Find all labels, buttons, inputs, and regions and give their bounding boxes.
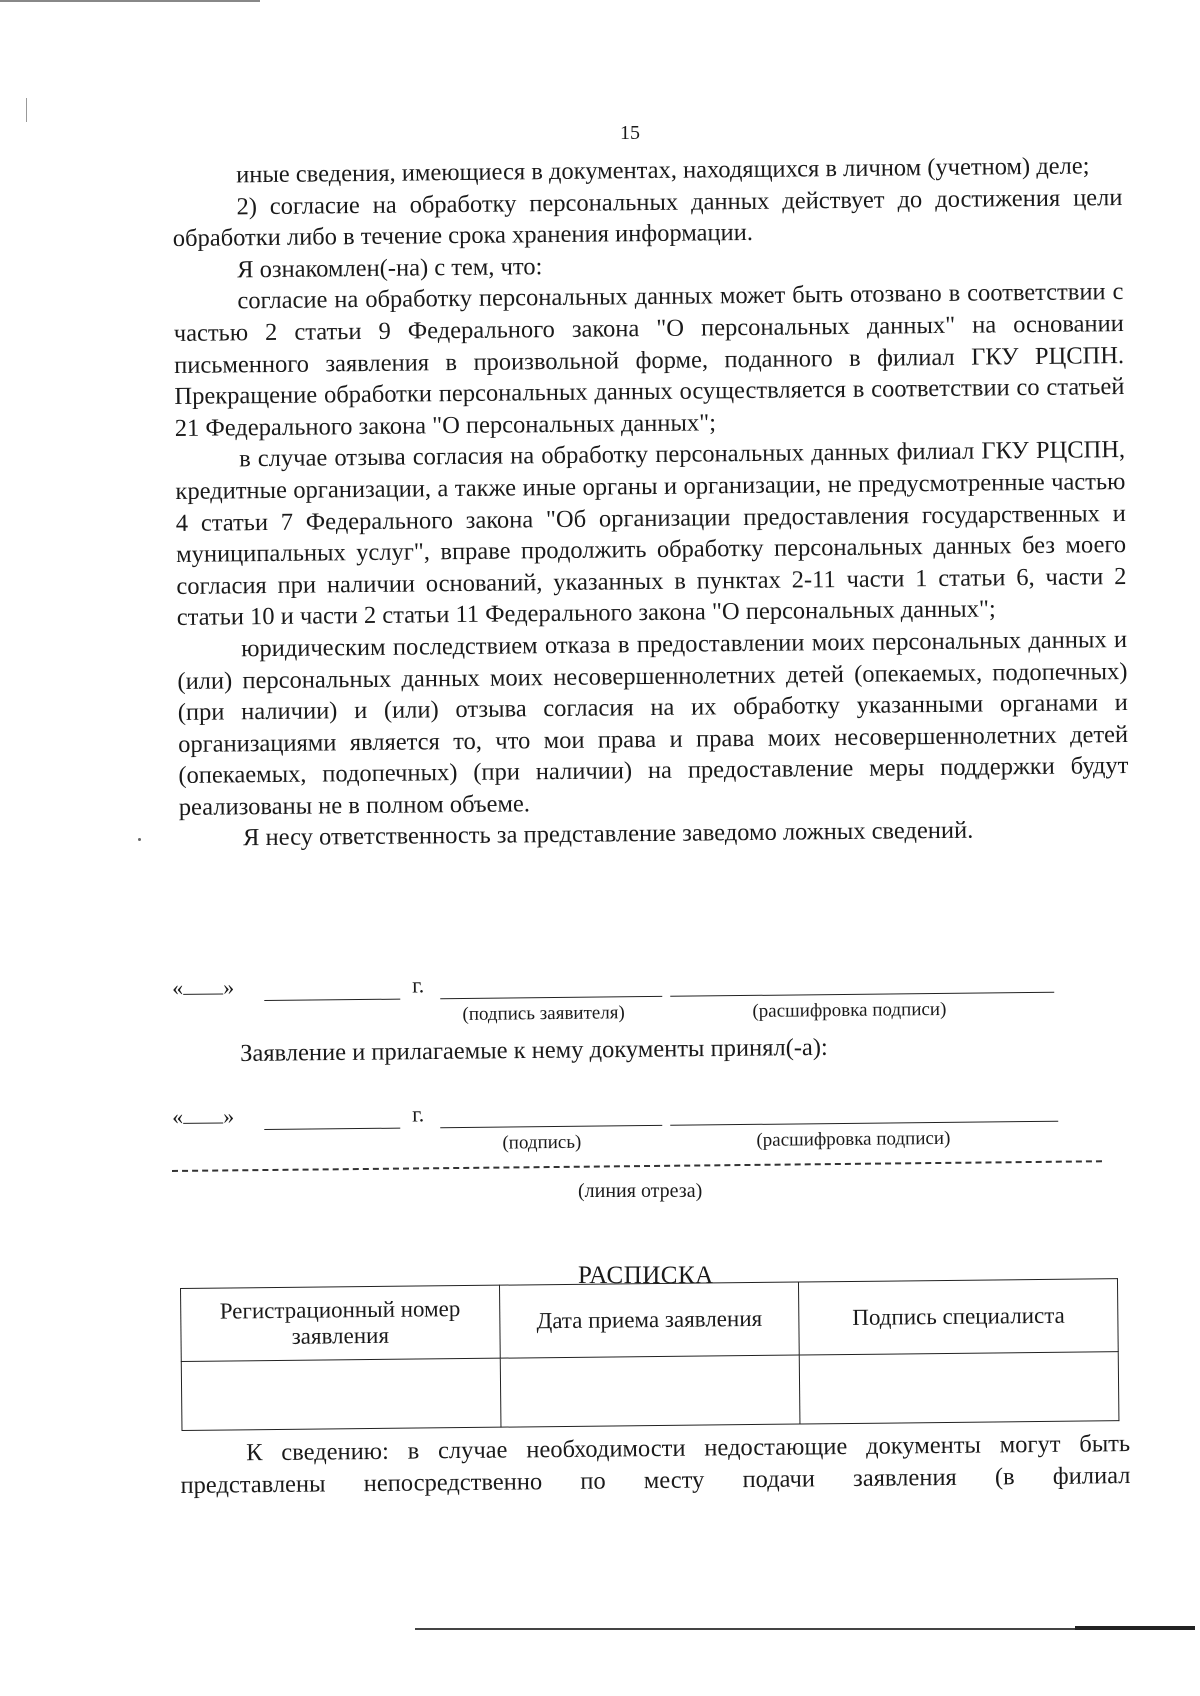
paragraph: Я ознакомлен(-на) с тем, что:	[237, 252, 543, 284]
cut-line-caption: (линия отреза)	[578, 1180, 703, 1202]
receipt-date-cell[interactable]	[500, 1355, 801, 1427]
registration-number-cell[interactable]	[181, 1358, 500, 1430]
paragraph: К сведению: в случае необходимости недостающие документы могут быть представлены непосредственно по месту подачи заявления (в филиал	[180, 1430, 1131, 1499]
paragraph: согласие на обработку персональных данных может быть отозвано в соответствии с частью 2 статьи 9 Федерального закона "О персональных данных" на основании письменного заявления в произвольной форме, поданного в филиал ГКУ РЦСПН. Прекращение обработки персональных данных осуществляется в соответствии со статьей 21 Федерального закона "О персональных данных";	[173, 278, 1125, 442]
receipt-title: РАСПИСКА	[578, 1262, 714, 1289]
receipt-header-row	[181, 1279, 1119, 1362]
applicant-signature-block	[172, 966, 1073, 1035]
receiver-signature-block	[172, 1095, 1073, 1164]
date-month-line	[264, 1108, 400, 1130]
signature-decoding-line	[670, 972, 1054, 997]
date-day-field: « »	[172, 1103, 235, 1129]
column-header: Регистрационный номер заявления	[181, 1285, 500, 1361]
accepted-statement: Заявление и прилагаемые к нему документы принял(-а):	[240, 1033, 828, 1067]
signature-line	[440, 976, 662, 999]
scan-artifact-top-line	[0, 0, 260, 2]
receipt-table	[180, 1278, 1119, 1431]
scan-artifact-dot	[138, 838, 141, 841]
paragraph: в случае отзыва согласия на обработку персональных данных филиал ГКУ РЦСПН, кредитные организации, а также иные органы и организации, не предусмотренные частью 4 статьи 7 Федерального закона "Об организации предоставления государственных и муниципальных услуг", вправе продолжить обработку персональных данных без моего согласия при наличии оснований, указанных в пунктах 2-11 части 1 статьи 6, части 2 статьи 10 и части 2 статьи 11 Федерального закона "О персональных данных";	[175, 436, 1127, 632]
column-header: Дата приема заявления	[499, 1282, 800, 1358]
decoding-caption: (расшифровка подписи)	[756, 1127, 951, 1151]
note-text	[180, 1428, 1131, 1502]
signature-caption: (подпись заявителя)	[462, 1002, 625, 1025]
date-month-line	[264, 979, 400, 1001]
paragraph: юридическим последствием отказа в предоставлении моих персональных данных и (или) персональных данных моих несовершеннолетних детей (опекаемых, подопечных) (при наличии) и (или) отзыва согласия на их обработку указанными органами и организациями является то, что мои права и права моих несовершеннолетних детей (опекаемых, подопечных) (при наличии) на предоставление меры поддержки будут реализованы не в полном объеме.	[177, 625, 1129, 821]
year-suffix: г.	[411, 972, 425, 998]
table-row	[181, 1352, 1119, 1431]
scan-artifact-bottom-line	[415, 1628, 1195, 1630]
signature-line	[440, 1105, 662, 1128]
decoding-caption: (расшифровка подписи)	[752, 998, 947, 1022]
date-day-field: « »	[172, 974, 235, 1000]
paragraph: иные сведения, имеющиеся в документах, находящихся в личном (учетном) деле;	[236, 152, 1090, 189]
specialist-signature-cell[interactable]	[800, 1352, 1119, 1424]
paragraph: Я несу ответственность за представление заведомо ложных сведений.	[242, 817, 974, 852]
signature-decoding-line	[670, 1101, 1058, 1126]
page-number: 15	[620, 122, 640, 144]
column-header: Подпись специалиста	[799, 1279, 1118, 1355]
year-suffix: г.	[411, 1101, 425, 1127]
signature-caption: (подпись)	[502, 1131, 582, 1154]
paragraph: 2) согласие на обработку персональных данных действует до достижения цели обработки либо в течение срока хранения информации.	[172, 183, 1123, 253]
scan-artifact-left-mark	[26, 98, 27, 122]
body-text	[172, 150, 1129, 855]
